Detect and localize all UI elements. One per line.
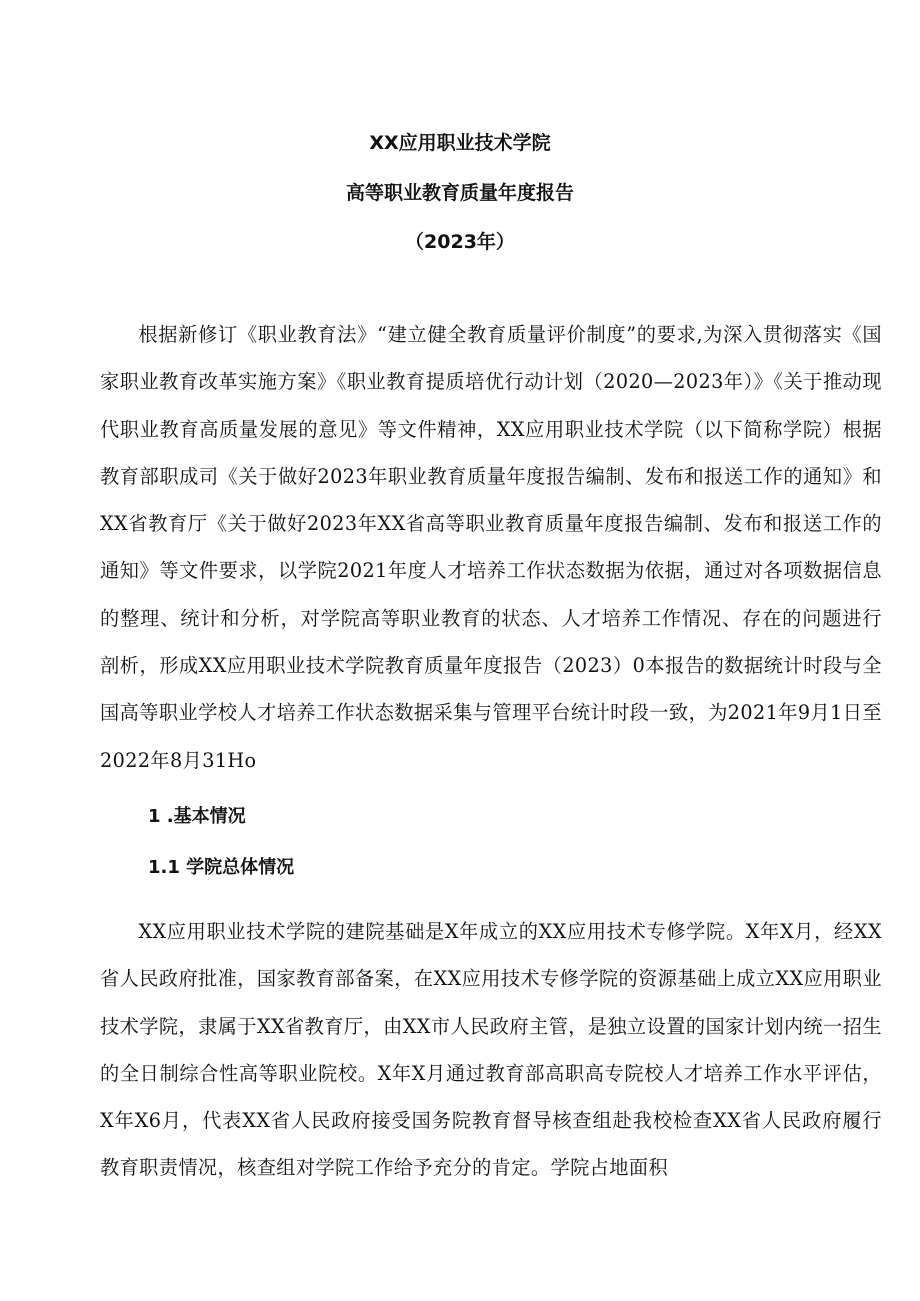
report-year: （2023年） <box>405 231 515 253</box>
overview-paragraph: XX应用职业技术学院的建院基础是X年成立的XX应用技术专修学院。X年X月，经XX省人民政府批准，国家教育部备案，在XX应用技术专修学院的资源基础上成立XX应用职业技术学院，隶属于XX省教育厅，由XX市人民政府主管，是独立设置的国家计划内统一招生的全日制综合性高等职业院校。X年X月通过教育部高职高专院校人才培养工作水平评估，X年X6月，代表XX省人民政府接受国务院教育督导核查组赴我校检查XX省人民政府履行教育职责情况，核查组对学院工作给予充分的肯定。学院占地面积 <box>100 920 882 1180</box>
report-title: 高等职业教育质量年度报告 <box>345 182 574 204</box>
institution-name: XX应用职业技术学院 <box>369 132 551 154</box>
intro-paragraph: 根据新修订《职业教育法》“建立健全教育质量评价制度”的要求,为深入贯彻落实《国家职业教育改革实施方案》《职业教育提质培优行动计划（2020—2023年）》《关于推动现代职业教育高质量发展的意见》等文件精神，XX应用职业技术学院（以下简称学院）根据教育部职成司《关于做好2023年职业教育质量年度报告编制、发布和报送工作的通知》和XX省教育厅《关于做好2023年XX省高等职业教育质量年度报告编制、发布和报送工作的通知》等文件要求，以学院2021年度人才培养工作状态数据为依据，通过对各项数据信息的整理、统计和分析，对学院高等职业教育的状态、人才培养工作情况、存在的问题进行剖析，形成XX应用职业技术学院教育质量年度报告（2023）0本报告的数据统计时段与全国高等职业学校人才培养工作状态数据采集与管理平台统计时段一致，为2021年9月1日至2022年8月31Ho <box>100 323 882 772</box>
section-heading-basic-info: 1 .基本情况 <box>148 806 246 827</box>
subsection-heading-overview: 1.1 学院总体情况 <box>148 857 295 878</box>
